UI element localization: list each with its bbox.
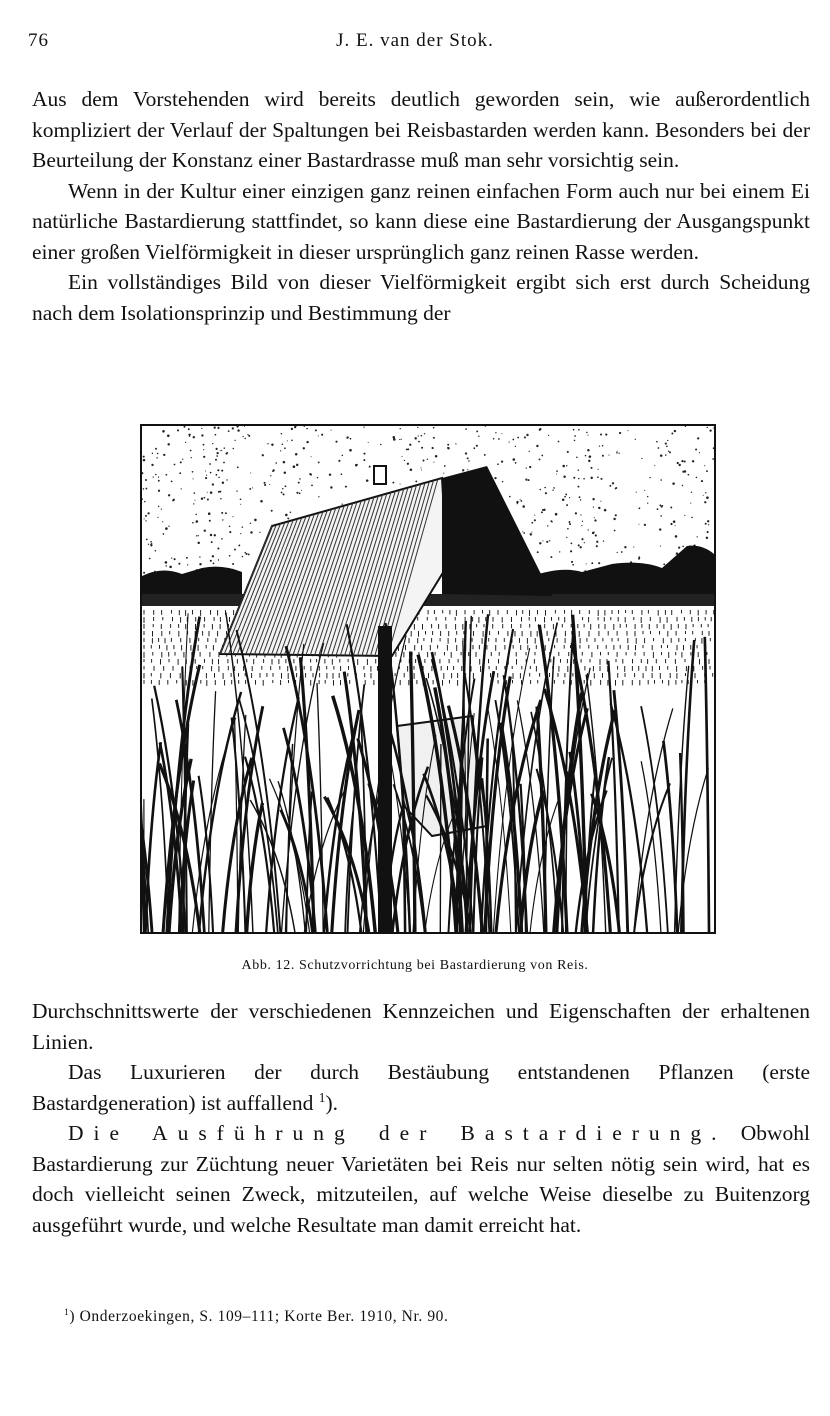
running-head: J. E. van der Stok. [336,30,494,51]
treeline [142,567,242,594]
footnote-reference: 1 [318,1089,326,1105]
section-heading: Die Ausführung der Bastardierung. [68,1121,727,1145]
body-text-bottom [32,996,810,1240]
footnote-text: ) Onderzoekingen, S. 109–111; Korte Ber. 1910, Nr. 90. [69,1308,449,1325]
paragraph-2: Wenn in der Kultur einer einzigen ganz reinen einfachen Form auch nur bei einem Ei natürliche Bastardierung stattfindet, so kann diese eine Bastardierung der Ausgangspunkt einer großen Vielförmigkeit in dieser ursprünglich ganz reinen Rasse werden. [32,178,810,264]
rice-plants [142,613,709,933]
body-text-top [32,84,810,328]
section-text: Obwohl Bastardierung zur Züchtung neuer Varietäten bei Reis nur selten nötig sein wird, hat es doch vielleicht seinen Zweck, mitzuteilen, auf welche Weise dieselbe zu Buitenzorg ausgeführt wurde, und welche Resultate man damit erreicht hat. [32,1121,811,1237]
footnote [64,1308,804,1326]
treeline-right [532,546,714,602]
paragraph-luxurieren-text: Das Luxurieren der durch Bestäubung entstandenen Pflanzen (erste Bastardgeneration) ist auffallend [32,1060,810,1115]
page-header [28,30,802,58]
paragraph-section [32,1118,810,1240]
footnote-marker: 1 [64,1306,70,1318]
figure-caption: Abb. 12. Schutzvorrichtung bei Bastardierung von Reis. [241,958,589,973]
roof-knob [374,466,386,484]
paragraph-luxurieren [32,1057,810,1118]
roof-dark-side [442,466,552,596]
figure-illustration [140,424,716,934]
paragraph-1: Aus dem Vorstehenden wird bereits deutlich geworden sein, wie außerordentlich kompliziert der Verlauf der Spaltungen bei Reisbastarden werden kann. Besonders bei der Beurteilung der Konstanz einer Bastardrasse muß man sehr vorsichtig sein. [32,87,810,172]
page-number: 76 [28,30,49,51]
paragraph-luxurieren-end: ). [325,1090,338,1115]
support-pole [378,626,392,932]
paragraph-3: Ein vollständiges Bild von dieser Vielförmigkeit ergibt sich erst durch Scheidung nach dem Isolationsprinzip und Bestimmung der [32,270,810,325]
paragraph-continuation: Durchschnittswerte der verschiedenen Kennzeichen und Eigenschaften der erhaltenen Linien. [32,999,810,1054]
